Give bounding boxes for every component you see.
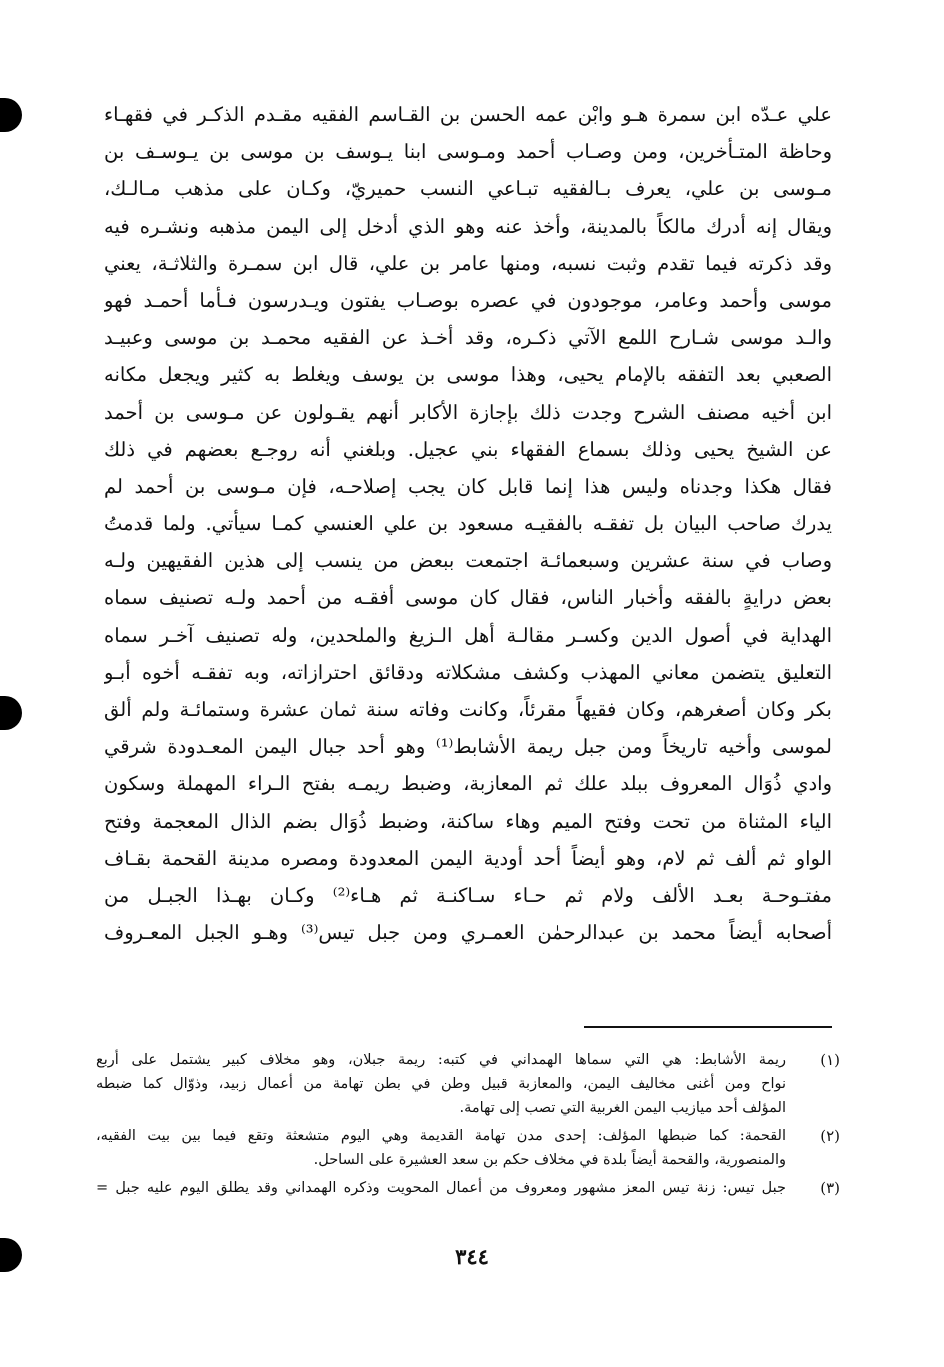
text-line: الهداية في أصول الدين وكسـر مقالـة أهل الـزيغ والملحدين، وله تصنيف آخـر سماه [104, 623, 832, 647]
text-line: بعض درايةٍ بالفقه وأخبار الناس، فقال كان موسى أفقـه من أحمد ولـه تصنيف سماه [104, 586, 832, 610]
text-line: التعليق يتضمن معاني المهذب وكشف مشكلاته ودقائق احترازاته، وبه تفقـه أخوه أبـو [104, 660, 832, 684]
binding-hole-middle [0, 696, 22, 730]
text-line: ابن أخيه مصنف الشرح وجدت ذلك بإجازة الأكابر أنهم يقـولون عن مـوسى بن أحمد [104, 400, 832, 424]
text-line: أصحابه أيضاً محمد بن عبدالرحمٰن العمـري ومن جبل تيس⁽³⁾ وهـو الجبل المعـروف [104, 921, 832, 945]
text-line: علي عـدّه ابن سمرة هـو وابْن عمه الحسن بن القـاسم الفقيه مقـدم الذكـر في فقهـاء [104, 103, 832, 126]
footnote-3 [96, 1176, 840, 1200]
footnotes-block [96, 1048, 840, 1204]
text-line: والـد موسى شـارح اللمع الآتي ذكـره، وقد أخـذ عن الفقيه محمـد بن موسى وعبيـد [104, 326, 832, 350]
footnote-line: القحمة: كما ضبطها المؤلف: إحدى مدن تهامة القديمة وهي اليوم متشعثة وتقع فيما بين بيت الفقيه، [96, 1128, 786, 1144]
text-line: بكر وكان أصغرهم، وكان فقيهاً مقرئاً، وكانت وفاته سنة ثمان عشرة وستمائـة ولم ألق [104, 698, 832, 721]
text-line: الواو ثم ألف ثم لام، وهو أيضاً أحد أودية اليمن المعدودة ومصره مدينة القحمة بقـاف [104, 846, 832, 870]
text-line: ويقال إنه أدرك مالكاً بالمدينة، وأخذ عنه وهو الذي أدخل إلى اليمن مذهبه ونشـره فيه [104, 214, 832, 238]
footnote-line: المؤلف أحد ميازيب اليمن الغربية التي تصب إلى تهامة. [459, 1100, 786, 1116]
text-line: مفتـوحـة بعـد الألف ولام ثم حـاء سـاكنـة ثم هـاء⁽²⁾ وكـان بهـذا الجبـل من [104, 883, 832, 907]
footnote-number: (٢) [820, 1127, 840, 1145]
text-line: وحاظة المتـأخرين، ومن وصـاب أحمد ومـوسى ابنا يـوسف بن موسى بن يـوسـف بن [104, 140, 832, 164]
text-line: الياء المثناة من تحت وفتح الميم وهاء ساكنة، وضبط ذُوَال بضم الذال المعجمة وفتح [104, 809, 832, 833]
text-line: وصاب في سنة عشرين وسبعمائـة اجتمعت ببعض من ينسب إلى هذين الفقيهين ولـه [104, 549, 832, 573]
footnote-2 [96, 1124, 840, 1172]
footnote-number: (١) [820, 1051, 840, 1069]
text-line: فقال هكذا وجدناه وليس هذا إنما قابل كان يجب إصلاحـه، فإن مـوسى بن أحمد لم [104, 474, 832, 498]
binding-hole-top [0, 98, 22, 132]
footnote-line: جبل تيس: زنة تيس المعز مشهور ومعروف من أعمال المحويت وذكره الهمداني وقد يطلق اليوم عليه جبل = [96, 1180, 786, 1196]
footnote-number: (٣) [820, 1179, 840, 1197]
footnote-line: ريمة الأشابط: هي التي سماها الهمداني في كتبه: ريمة جبلان، وهو مخلاف كبير يشتمل على أربع [96, 1052, 786, 1068]
text-line: موسى وأحمد وعامر، موجودون في عصره بوصـاب يفتون ويـدرسون فـأما أحمـد فهو [104, 288, 832, 312]
text-line: مـوسى بن علي، يعرف بـالفقيه تبـاعي النسب حميريّ، وكـان على مذهب مـالـك، [104, 177, 832, 201]
footnote-line: نواح ومن أغنى مخاليف اليمن، والمعازبة قبيل وطن في بطن تهامة من أعمال زبيد، وذوّال كما ضبطه [96, 1076, 786, 1092]
text-line: عن الشيخ يحيى وذلك بسماع الفقهاء بني عجيل. وبلغني أنه روجـع بعضهم في ذلك [104, 437, 832, 461]
text-line: يدرك صاحب البيان بل تفقـه بالفقيـه مسعود بن علي العنسي كمـا سيأتي. ولما قدمتُ [104, 512, 832, 536]
text-line: وقد ذكرته فيما تقدم وثبت نسبه، ومنها عامر بن علي، قال ابن سمـرة والثلاثـة، يعني [104, 251, 832, 275]
footnote-separator [584, 1026, 832, 1028]
main-text-block [104, 96, 832, 951]
footnote-1 [96, 1048, 840, 1120]
page-number: ٣٤٤ [455, 1244, 489, 1269]
text-line: الصعبي بعد التفقه بالإمام يحيى، وهذا موسى بن يوسف ويغلط به كثير ويجعل مكانه [104, 363, 832, 387]
text-line: لموسى وأخيه تاريخاً ومن جبل ريمة الأشابط⁽¹⁾ وهو أحد جبال اليمن المعـدودة شرقي [104, 735, 832, 759]
text-line: وادي ذُوَال المعروف ببلد علك ثم المعازبة، وضبط ريمـه بفتح الـراء المهملة وسكون [104, 772, 832, 796]
footnote-line: والمنصورية، والقحمة أيضاً بلدة في مخلاف حكم بن سعد العشيرة على الساحل. [313, 1152, 786, 1168]
